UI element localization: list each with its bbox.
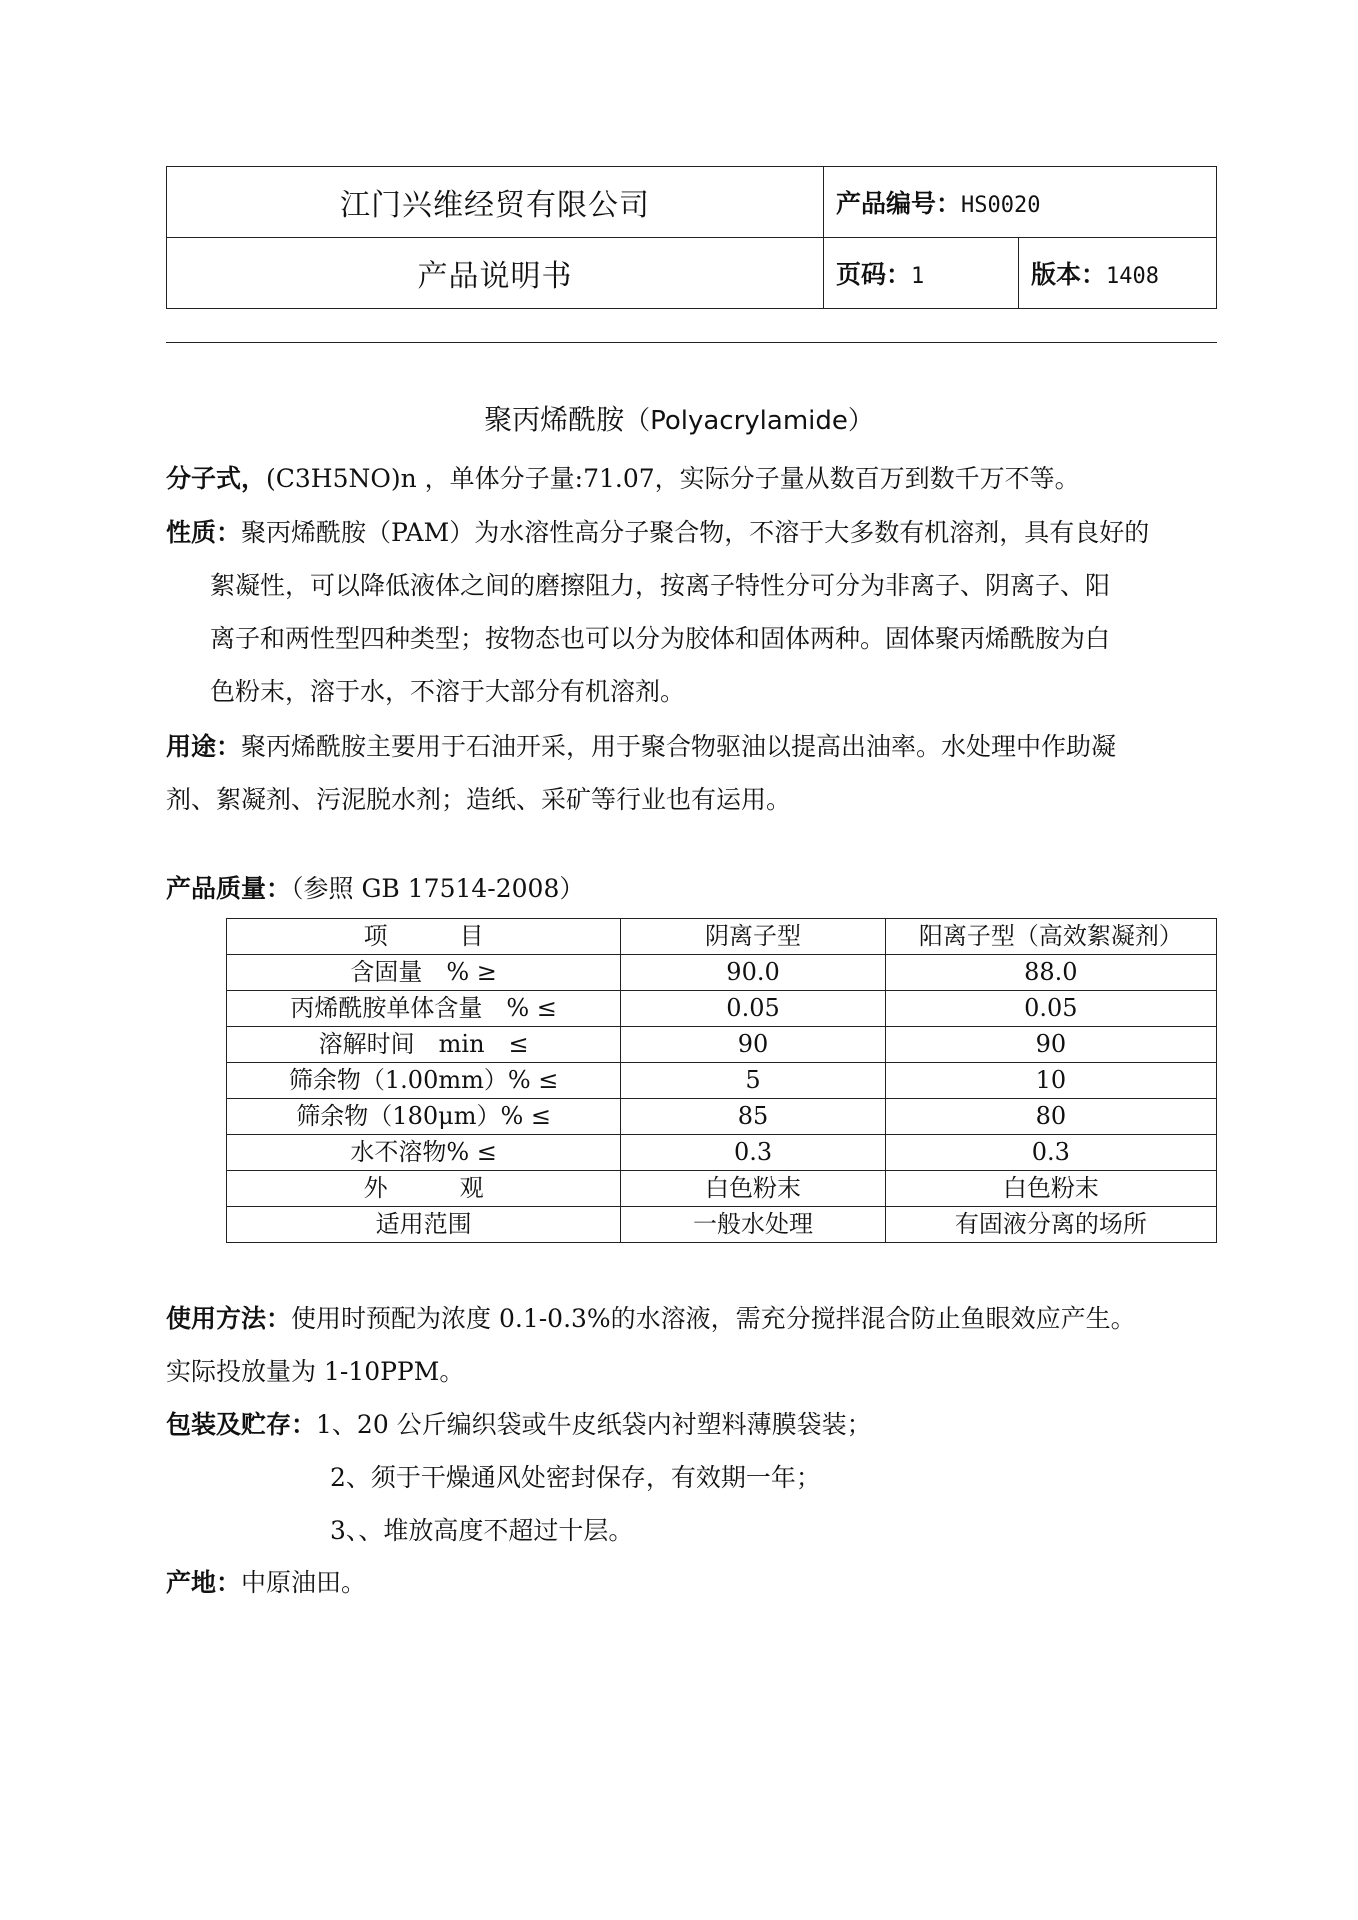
cationic-value: 80 <box>885 1099 1216 1135</box>
packaging-section <box>166 1398 1217 1557</box>
quality-heading <box>166 862 1217 915</box>
version-cell <box>1019 238 1217 309</box>
method-line-2: 实际投放量为 1-10PPM。 <box>166 1357 465 1386</box>
properties-label: 性质： <box>166 518 242 547</box>
cationic-value: 有固液分离的场所 <box>885 1207 1216 1243</box>
table-row <box>227 991 1217 1027</box>
version-label: 版本： <box>1031 260 1107 289</box>
properties-section <box>166 506 1217 718</box>
packaging-line-1: 包装及贮存：1、20 公斤编织袋或牛皮纸袋内衬塑料薄膜袋装； <box>166 1410 872 1439</box>
method-section <box>166 1292 1217 1398</box>
cationic-value: 10 <box>885 1063 1216 1099</box>
row-label: 外 观 <box>227 1171 621 1207</box>
cationic-value: 88.0 <box>885 955 1216 991</box>
packaging-line-3: 3、、堆放高度不超过十层。 <box>330 1516 634 1545</box>
anionic-value: 0.05 <box>621 991 885 1027</box>
table-row <box>227 1099 1217 1135</box>
quality-table <box>226 918 1217 1243</box>
quality-label: 产品质量： <box>166 874 292 903</box>
quality-table-header <box>227 919 1217 955</box>
usage-line-2: 剂、絮凝剂、污泥脱水剂；造纸、采矿等行业也有运用。 <box>166 785 792 814</box>
anionic-value: 5 <box>621 1063 885 1099</box>
properties-line-3: 离子和两性型四种类型；按物态也可以分为胶体和固体两种。固体聚丙烯酰胺为白 <box>210 624 1111 653</box>
method-line-1: 使用方法：使用时预配为浓度 0.1-0.3%的水溶液，需充分搅拌混合防止鱼眼效应产生。 <box>166 1304 1136 1333</box>
anionic-value: 一般水处理 <box>621 1207 885 1243</box>
product-number-cell <box>824 167 1217 238</box>
origin-label: 产地： <box>166 1568 242 1597</box>
column-header-cationic: 阳离子型（高效絮凝剂） <box>885 919 1216 955</box>
row-label: 筛余物（1.00mm）% ≤ <box>227 1063 621 1099</box>
properties-line-2: 絮凝性，可以降低液体之间的磨擦阻力，按离子特性分可分为非离子、阴离子、阳 <box>210 571 1111 600</box>
formula-text: (C3H5NO)n ，单体分子量:71.07，实际分子量从数百万到数千万不等。 <box>266 464 1080 493</box>
cationic-value: 0.05 <box>885 991 1216 1027</box>
row-label: 含固量 % ≥ <box>227 955 621 991</box>
anionic-value: 0.3 <box>621 1135 885 1171</box>
cationic-value: 90 <box>885 1027 1216 1063</box>
anionic-value: 90 <box>621 1027 885 1063</box>
table-row <box>227 955 1217 991</box>
origin-section <box>166 1556 1217 1609</box>
product-number-label: 产品编号： <box>836 189 962 218</box>
version-value: 1408 <box>1106 264 1159 289</box>
header-divider <box>166 342 1217 343</box>
formula-section <box>166 452 1217 505</box>
origin-text: 中原油田。 <box>241 1568 367 1597</box>
product-title <box>0 398 1358 438</box>
anionic-value: 白色粉末 <box>621 1171 885 1207</box>
page-number-label: 页码： <box>836 260 912 289</box>
document-name: 产品说明书 <box>167 238 824 309</box>
anionic-value: 85 <box>621 1099 885 1135</box>
table-row <box>227 1063 1217 1099</box>
cationic-value: 白色粉末 <box>885 1171 1216 1207</box>
properties-line-4: 色粉末，溶于水，不溶于大部分有机溶剂。 <box>210 677 686 706</box>
row-label: 适用范围 <box>227 1207 621 1243</box>
table-row <box>227 1171 1217 1207</box>
page-number-value: 1 <box>911 264 925 289</box>
table-row <box>227 1207 1217 1243</box>
packaging-line-2: 2、须于干燥通风处密封保存，有效期一年； <box>330 1463 821 1492</box>
method-label: 使用方法： <box>166 1304 292 1333</box>
product-title-cn: 聚丙烯酰胺 <box>484 403 625 436</box>
page-number-cell <box>824 238 1019 309</box>
product-number-value: HS0020 <box>961 193 1041 218</box>
column-header-item: 项 目 <box>227 919 621 955</box>
row-label: 丙烯酰胺单体含量 % ≤ <box>227 991 621 1027</box>
usage-section <box>166 720 1217 826</box>
packaging-label: 包装及贮存： <box>166 1410 317 1439</box>
formula-label: 分子式， <box>166 464 267 493</box>
table-row <box>227 1027 1217 1063</box>
table-row <box>227 1135 1217 1171</box>
company-name: 江门兴维经贸有限公司 <box>167 167 824 238</box>
properties-line-1: 性质：聚丙烯酰胺（PAM）为水溶性高分子聚合物，不溶于大多数有机溶剂，具有良好的 <box>166 518 1150 547</box>
usage-label: 用途： <box>166 732 242 761</box>
row-label: 水不溶物% ≤ <box>227 1135 621 1171</box>
usage-line-1: 用途：聚丙烯酰胺主要用于石油开采，用于聚合物驱油以提高出油率。水处理中作助凝 <box>166 732 1117 761</box>
quality-reference: （参照 GB 17514-2008） <box>291 874 585 903</box>
header-table <box>166 166 1217 309</box>
row-label: 筛余物（180μm）% ≤ <box>227 1099 621 1135</box>
product-title-en: （Polyacrylamide） <box>624 406 874 436</box>
row-label: 溶解时间 min ≤ <box>227 1027 621 1063</box>
anionic-value: 90.0 <box>621 955 885 991</box>
cationic-value: 0.3 <box>885 1135 1216 1171</box>
column-header-anionic: 阴离子型 <box>621 919 885 955</box>
